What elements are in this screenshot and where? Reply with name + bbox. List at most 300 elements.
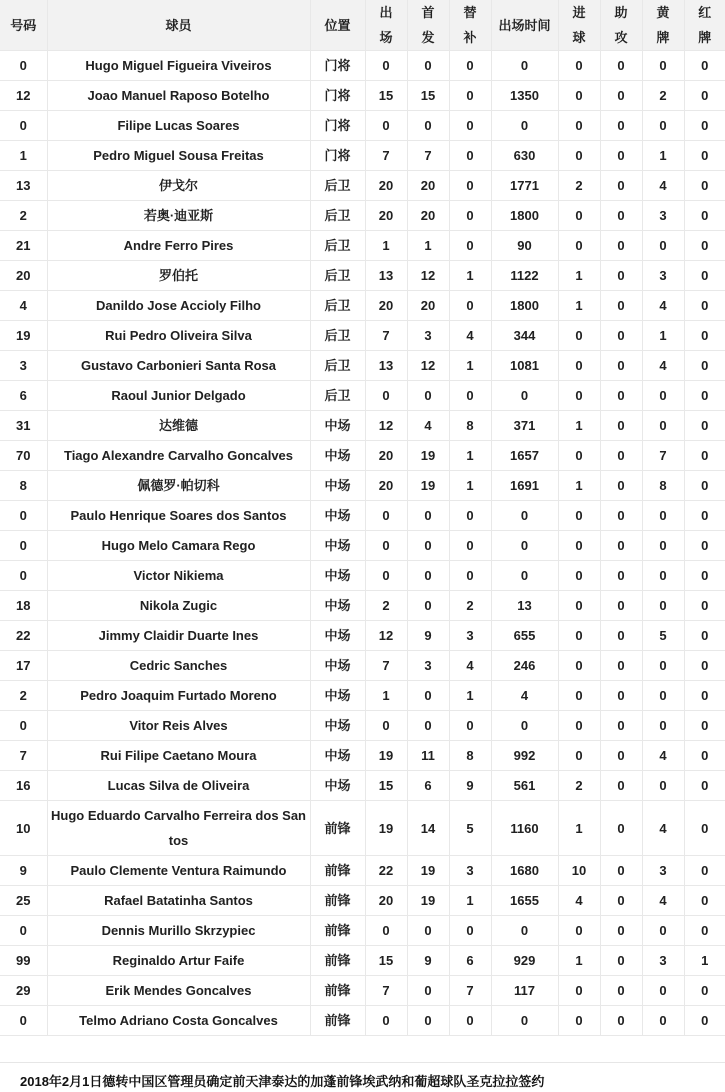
cell-yellow: 0 (642, 51, 684, 81)
column-header-starts: 首发 (407, 0, 449, 51)
cell-subs: 0 (449, 916, 491, 946)
cell-starts: 20 (407, 171, 449, 201)
cell-position: 前锋 (310, 976, 365, 1006)
cell-red: 0 (684, 681, 725, 711)
cell-number: 21 (0, 231, 47, 261)
cell-assists: 0 (600, 81, 642, 111)
cell-starts: 19 (407, 886, 449, 916)
cell-minutes: 117 (491, 976, 558, 1006)
cell-player: 罗伯托 (47, 261, 310, 291)
cell-number: 8 (0, 471, 47, 501)
column-header-yellow: 黄牌 (642, 0, 684, 51)
cell-yellow: 4 (642, 351, 684, 381)
cell-subs: 0 (449, 201, 491, 231)
player-row (0, 1006, 725, 1036)
cell-goals: 1 (558, 471, 600, 501)
cell-apps: 19 (365, 741, 407, 771)
cell-player: Rui Filipe Caetano Moura (47, 741, 310, 771)
cell-starts: 0 (407, 916, 449, 946)
cell-number: 10 (0, 801, 47, 856)
cell-minutes: 1081 (491, 351, 558, 381)
cell-red: 0 (684, 771, 725, 801)
cell-yellow: 0 (642, 1006, 684, 1036)
player-row (0, 411, 725, 441)
cell-player: Danildo Jose Accioly Filho (47, 291, 310, 321)
cell-player: Hugo Melo Camara Rego (47, 531, 310, 561)
cell-number: 22 (0, 621, 47, 651)
cell-yellow: 0 (642, 651, 684, 681)
player-row (0, 681, 725, 711)
cell-apps: 0 (365, 111, 407, 141)
player-row (0, 111, 725, 141)
cell-position: 中场 (310, 531, 365, 561)
cell-player: Victor Nikiema (47, 561, 310, 591)
cell-apps: 0 (365, 51, 407, 81)
cell-subs: 8 (449, 741, 491, 771)
cell-goals: 0 (558, 621, 600, 651)
cell-apps: 20 (365, 886, 407, 916)
cell-player: 佩德罗·帕切科 (47, 471, 310, 501)
player-row (0, 231, 725, 261)
cell-player: Andre Ferro Pires (47, 231, 310, 261)
cell-number: 16 (0, 771, 47, 801)
cell-starts: 19 (407, 856, 449, 886)
cell-yellow: 0 (642, 916, 684, 946)
player-row (0, 81, 725, 111)
player-row (0, 501, 725, 531)
cell-starts: 14 (407, 801, 449, 856)
cell-subs: 0 (449, 381, 491, 411)
cell-position: 前锋 (310, 946, 365, 976)
cell-number: 6 (0, 381, 47, 411)
cell-starts: 3 (407, 651, 449, 681)
cell-yellow: 0 (642, 711, 684, 741)
player-row (0, 201, 725, 231)
cell-minutes: 344 (491, 321, 558, 351)
cell-assists: 0 (600, 351, 642, 381)
cell-player: Pedro Joaquim Furtado Moreno (47, 681, 310, 711)
cell-red: 0 (684, 591, 725, 621)
cell-subs: 1 (449, 471, 491, 501)
cell-starts: 12 (407, 261, 449, 291)
cell-player: Rui Pedro Oliveira Silva (47, 321, 310, 351)
cell-apps: 7 (365, 141, 407, 171)
cell-minutes: 992 (491, 741, 558, 771)
cell-apps: 0 (365, 1006, 407, 1036)
cell-player: Joao Manuel Raposo Botelho (47, 81, 310, 111)
cell-goals: 0 (558, 531, 600, 561)
cell-assists: 0 (600, 321, 642, 351)
cell-player: Filipe Lucas Soares (47, 111, 310, 141)
cell-player: Dennis Murillo Skrzypiec (47, 916, 310, 946)
cell-assists: 0 (600, 471, 642, 501)
cell-assists: 0 (600, 381, 642, 411)
cell-assists: 0 (600, 651, 642, 681)
cell-starts: 12 (407, 351, 449, 381)
cell-player: Vitor Reis Alves (47, 711, 310, 741)
cell-yellow: 0 (642, 681, 684, 711)
cell-apps: 20 (365, 171, 407, 201)
column-header-red: 红牌 (684, 0, 725, 51)
cell-apps: 19 (365, 801, 407, 856)
cell-subs: 0 (449, 1006, 491, 1036)
cell-number: 0 (0, 501, 47, 531)
cell-number: 2 (0, 681, 47, 711)
cell-position: 门将 (310, 111, 365, 141)
cell-starts: 0 (407, 1006, 449, 1036)
cell-starts: 1 (407, 231, 449, 261)
cell-position: 中场 (310, 411, 365, 441)
cell-goals: 0 (558, 81, 600, 111)
cell-yellow: 4 (642, 291, 684, 321)
cell-red: 0 (684, 531, 725, 561)
cell-position: 中场 (310, 441, 365, 471)
cell-number: 31 (0, 411, 47, 441)
column-header-minutes: 出场时间 (491, 0, 558, 51)
cell-player: Cedric Sanches (47, 651, 310, 681)
column-header-position: 位置 (310, 0, 365, 51)
cell-apps: 1 (365, 231, 407, 261)
cell-number: 29 (0, 976, 47, 1006)
cell-subs: 0 (449, 711, 491, 741)
cell-position: 中场 (310, 471, 365, 501)
cell-yellow: 4 (642, 741, 684, 771)
player-row (0, 351, 725, 381)
cell-subs: 3 (449, 856, 491, 886)
cell-red: 0 (684, 321, 725, 351)
cell-goals: 0 (558, 591, 600, 621)
cell-red: 1 (684, 946, 725, 976)
cell-minutes: 630 (491, 141, 558, 171)
cell-assists: 0 (600, 771, 642, 801)
cell-yellow: 0 (642, 381, 684, 411)
cell-minutes: 246 (491, 651, 558, 681)
cell-goals: 0 (558, 381, 600, 411)
cell-position: 中场 (310, 711, 365, 741)
column-header-apps: 出场 (365, 0, 407, 51)
cell-subs: 9 (449, 771, 491, 801)
cell-goals: 0 (558, 141, 600, 171)
cell-position: 后卫 (310, 201, 365, 231)
cell-goals: 0 (558, 201, 600, 231)
cell-player: 伊戈尔 (47, 171, 310, 201)
cell-apps: 15 (365, 771, 407, 801)
cell-minutes: 1771 (491, 171, 558, 201)
cell-red: 0 (684, 411, 725, 441)
cell-yellow: 3 (642, 261, 684, 291)
cell-player: Raoul Junior Delgado (47, 381, 310, 411)
cell-minutes: 1122 (491, 261, 558, 291)
cell-position: 后卫 (310, 291, 365, 321)
cell-goals: 0 (558, 501, 600, 531)
cell-number: 13 (0, 171, 47, 201)
player-row (0, 171, 725, 201)
cell-assists: 0 (600, 111, 642, 141)
cell-number: 19 (0, 321, 47, 351)
cell-number: 7 (0, 741, 47, 771)
cell-yellow: 0 (642, 591, 684, 621)
cell-subs: 8 (449, 411, 491, 441)
cell-red: 0 (684, 231, 725, 261)
cell-yellow: 4 (642, 886, 684, 916)
cell-assists: 0 (600, 856, 642, 886)
cell-player: Jimmy Claidir Duarte Ines (47, 621, 310, 651)
cell-minutes: 0 (491, 561, 558, 591)
cell-apps: 2 (365, 591, 407, 621)
cell-minutes: 0 (491, 111, 558, 141)
cell-goals: 0 (558, 111, 600, 141)
cell-apps: 7 (365, 976, 407, 1006)
cell-yellow: 0 (642, 976, 684, 1006)
cell-number: 0 (0, 711, 47, 741)
cell-subs: 1 (449, 681, 491, 711)
cell-number: 0 (0, 111, 47, 141)
cell-red: 0 (684, 741, 725, 771)
cell-red: 0 (684, 651, 725, 681)
cell-number: 17 (0, 651, 47, 681)
cell-red: 0 (684, 81, 725, 111)
cell-subs: 0 (449, 561, 491, 591)
cell-yellow: 0 (642, 561, 684, 591)
cell-position: 中场 (310, 591, 365, 621)
cell-player: Nikola Zugic (47, 591, 310, 621)
cell-minutes: 0 (491, 1006, 558, 1036)
cell-minutes: 1800 (491, 201, 558, 231)
column-header-goals: 进球 (558, 0, 600, 51)
player-row (0, 381, 725, 411)
cell-minutes: 0 (491, 531, 558, 561)
cell-assists: 0 (600, 531, 642, 561)
cell-goals: 1 (558, 411, 600, 441)
cell-player: Paulo Clemente Ventura Raimundo (47, 856, 310, 886)
cell-assists: 0 (600, 291, 642, 321)
cell-red: 0 (684, 291, 725, 321)
cell-assists: 0 (600, 231, 642, 261)
cell-apps: 7 (365, 651, 407, 681)
player-row (0, 976, 725, 1006)
cell-apps: 12 (365, 621, 407, 651)
cell-yellow: 3 (642, 201, 684, 231)
cell-number: 0 (0, 561, 47, 591)
cell-starts: 0 (407, 561, 449, 591)
player-row (0, 471, 725, 501)
cell-position: 门将 (310, 141, 365, 171)
cell-position: 中场 (310, 501, 365, 531)
cell-number: 0 (0, 531, 47, 561)
cell-yellow: 0 (642, 411, 684, 441)
table-header-row (0, 0, 725, 51)
cell-starts: 0 (407, 681, 449, 711)
cell-assists: 0 (600, 1006, 642, 1036)
cell-goals: 0 (558, 441, 600, 471)
cell-number: 1 (0, 141, 47, 171)
player-row (0, 741, 725, 771)
cell-goals: 0 (558, 916, 600, 946)
cell-yellow: 0 (642, 501, 684, 531)
cell-goals: 0 (558, 681, 600, 711)
cell-subs: 0 (449, 231, 491, 261)
cell-red: 0 (684, 351, 725, 381)
cell-player: Reginaldo Artur Faife (47, 946, 310, 976)
cell-red: 0 (684, 886, 725, 916)
cell-red: 0 (684, 1006, 725, 1036)
cell-subs: 0 (449, 171, 491, 201)
cell-subs: 1 (449, 351, 491, 381)
cell-subs: 1 (449, 441, 491, 471)
cell-assists: 0 (600, 976, 642, 1006)
cell-red: 0 (684, 801, 725, 856)
cell-apps: 0 (365, 561, 407, 591)
cell-subs: 1 (449, 261, 491, 291)
cell-red: 0 (684, 621, 725, 651)
cell-goals: 0 (558, 711, 600, 741)
cell-subs: 0 (449, 291, 491, 321)
cell-subs: 6 (449, 946, 491, 976)
cell-starts: 19 (407, 471, 449, 501)
cell-yellow: 0 (642, 231, 684, 261)
player-row (0, 441, 725, 471)
cell-position: 前锋 (310, 801, 365, 856)
cell-subs: 0 (449, 501, 491, 531)
cell-red: 0 (684, 171, 725, 201)
cell-red: 0 (684, 711, 725, 741)
cell-starts: 0 (407, 711, 449, 741)
cell-apps: 0 (365, 531, 407, 561)
cell-minutes: 1691 (491, 471, 558, 501)
cell-number: 0 (0, 916, 47, 946)
cell-assists: 0 (600, 411, 642, 441)
cell-starts: 0 (407, 381, 449, 411)
cell-apps: 20 (365, 471, 407, 501)
cell-apps: 20 (365, 441, 407, 471)
cell-apps: 15 (365, 81, 407, 111)
cell-goals: 2 (558, 771, 600, 801)
cell-subs: 4 (449, 321, 491, 351)
player-row (0, 651, 725, 681)
cell-yellow: 4 (642, 801, 684, 856)
cell-player: Telmo Adriano Costa Goncalves (47, 1006, 310, 1036)
cell-position: 中场 (310, 621, 365, 651)
cell-red: 0 (684, 916, 725, 946)
cell-goals: 0 (558, 351, 600, 381)
cell-red: 0 (684, 111, 725, 141)
cell-number: 9 (0, 856, 47, 886)
cell-goals: 0 (558, 976, 600, 1006)
cell-yellow: 7 (642, 441, 684, 471)
cell-number: 18 (0, 591, 47, 621)
cell-minutes: 1657 (491, 441, 558, 471)
cell-assists: 0 (600, 741, 642, 771)
cell-minutes: 1160 (491, 801, 558, 856)
cell-apps: 20 (365, 201, 407, 231)
cell-apps: 15 (365, 946, 407, 976)
cell-goals: 1 (558, 261, 600, 291)
cell-yellow: 1 (642, 321, 684, 351)
cell-goals: 0 (558, 231, 600, 261)
cell-yellow: 3 (642, 946, 684, 976)
cell-starts: 3 (407, 321, 449, 351)
cell-assists: 0 (600, 261, 642, 291)
cell-player: Hugo Eduardo Carvalho Ferreira dos Santos (47, 801, 310, 856)
cell-assists: 0 (600, 501, 642, 531)
cell-yellow: 0 (642, 531, 684, 561)
cell-player: Hugo Miguel Figueira Viveiros (47, 51, 310, 81)
cell-minutes: 4 (491, 681, 558, 711)
cell-apps: 0 (365, 501, 407, 531)
cell-assists: 0 (600, 201, 642, 231)
cell-red: 0 (684, 561, 725, 591)
cell-number: 2 (0, 201, 47, 231)
cell-player: Gustavo Carbonieri Santa Rosa (47, 351, 310, 381)
cell-apps: 0 (365, 711, 407, 741)
cell-number: 4 (0, 291, 47, 321)
cell-goals: 2 (558, 171, 600, 201)
cell-subs: 2 (449, 591, 491, 621)
cell-red: 0 (684, 501, 725, 531)
cell-assists: 0 (600, 801, 642, 856)
player-row (0, 531, 725, 561)
cell-assists: 0 (600, 916, 642, 946)
cell-apps: 22 (365, 856, 407, 886)
cell-assists: 0 (600, 441, 642, 471)
cell-player: Erik Mendes Goncalves (47, 976, 310, 1006)
player-row (0, 561, 725, 591)
cell-minutes: 929 (491, 946, 558, 976)
cell-position: 中场 (310, 681, 365, 711)
player-row (0, 321, 725, 351)
news-note: 2018年2月1日德转中国区管理员确定前天津泰达的加蓬前锋埃武纳和葡超球队圣克拉拉签约 (20, 1074, 545, 1089)
cell-starts: 11 (407, 741, 449, 771)
cell-position: 前锋 (310, 886, 365, 916)
cell-goals: 0 (558, 561, 600, 591)
player-row (0, 621, 725, 651)
cell-position: 门将 (310, 81, 365, 111)
cell-player: 若奥·迪亚斯 (47, 201, 310, 231)
player-row (0, 886, 725, 916)
cell-apps: 13 (365, 261, 407, 291)
cell-minutes: 371 (491, 411, 558, 441)
cell-minutes: 0 (491, 501, 558, 531)
cell-red: 0 (684, 51, 725, 81)
cell-apps: 0 (365, 381, 407, 411)
column-header-player: 球员 (47, 0, 310, 51)
player-row (0, 591, 725, 621)
cell-starts: 7 (407, 141, 449, 171)
cell-goals: 1 (558, 291, 600, 321)
cell-starts: 0 (407, 591, 449, 621)
cell-yellow: 0 (642, 111, 684, 141)
cell-goals: 0 (558, 321, 600, 351)
cell-position: 后卫 (310, 231, 365, 261)
cell-red: 0 (684, 381, 725, 411)
cell-minutes: 561 (491, 771, 558, 801)
cell-minutes: 0 (491, 381, 558, 411)
cell-yellow: 3 (642, 856, 684, 886)
cell-subs: 3 (449, 621, 491, 651)
cell-yellow: 2 (642, 81, 684, 111)
cell-red: 0 (684, 201, 725, 231)
cell-subs: 0 (449, 81, 491, 111)
cell-goals: 0 (558, 1006, 600, 1036)
cell-position: 前锋 (310, 1006, 365, 1036)
cell-position: 中场 (310, 561, 365, 591)
player-row (0, 141, 725, 171)
cell-goals: 1 (558, 801, 600, 856)
cell-starts: 19 (407, 441, 449, 471)
cell-goals: 1 (558, 946, 600, 976)
cell-starts: 0 (407, 51, 449, 81)
cell-goals: 0 (558, 741, 600, 771)
